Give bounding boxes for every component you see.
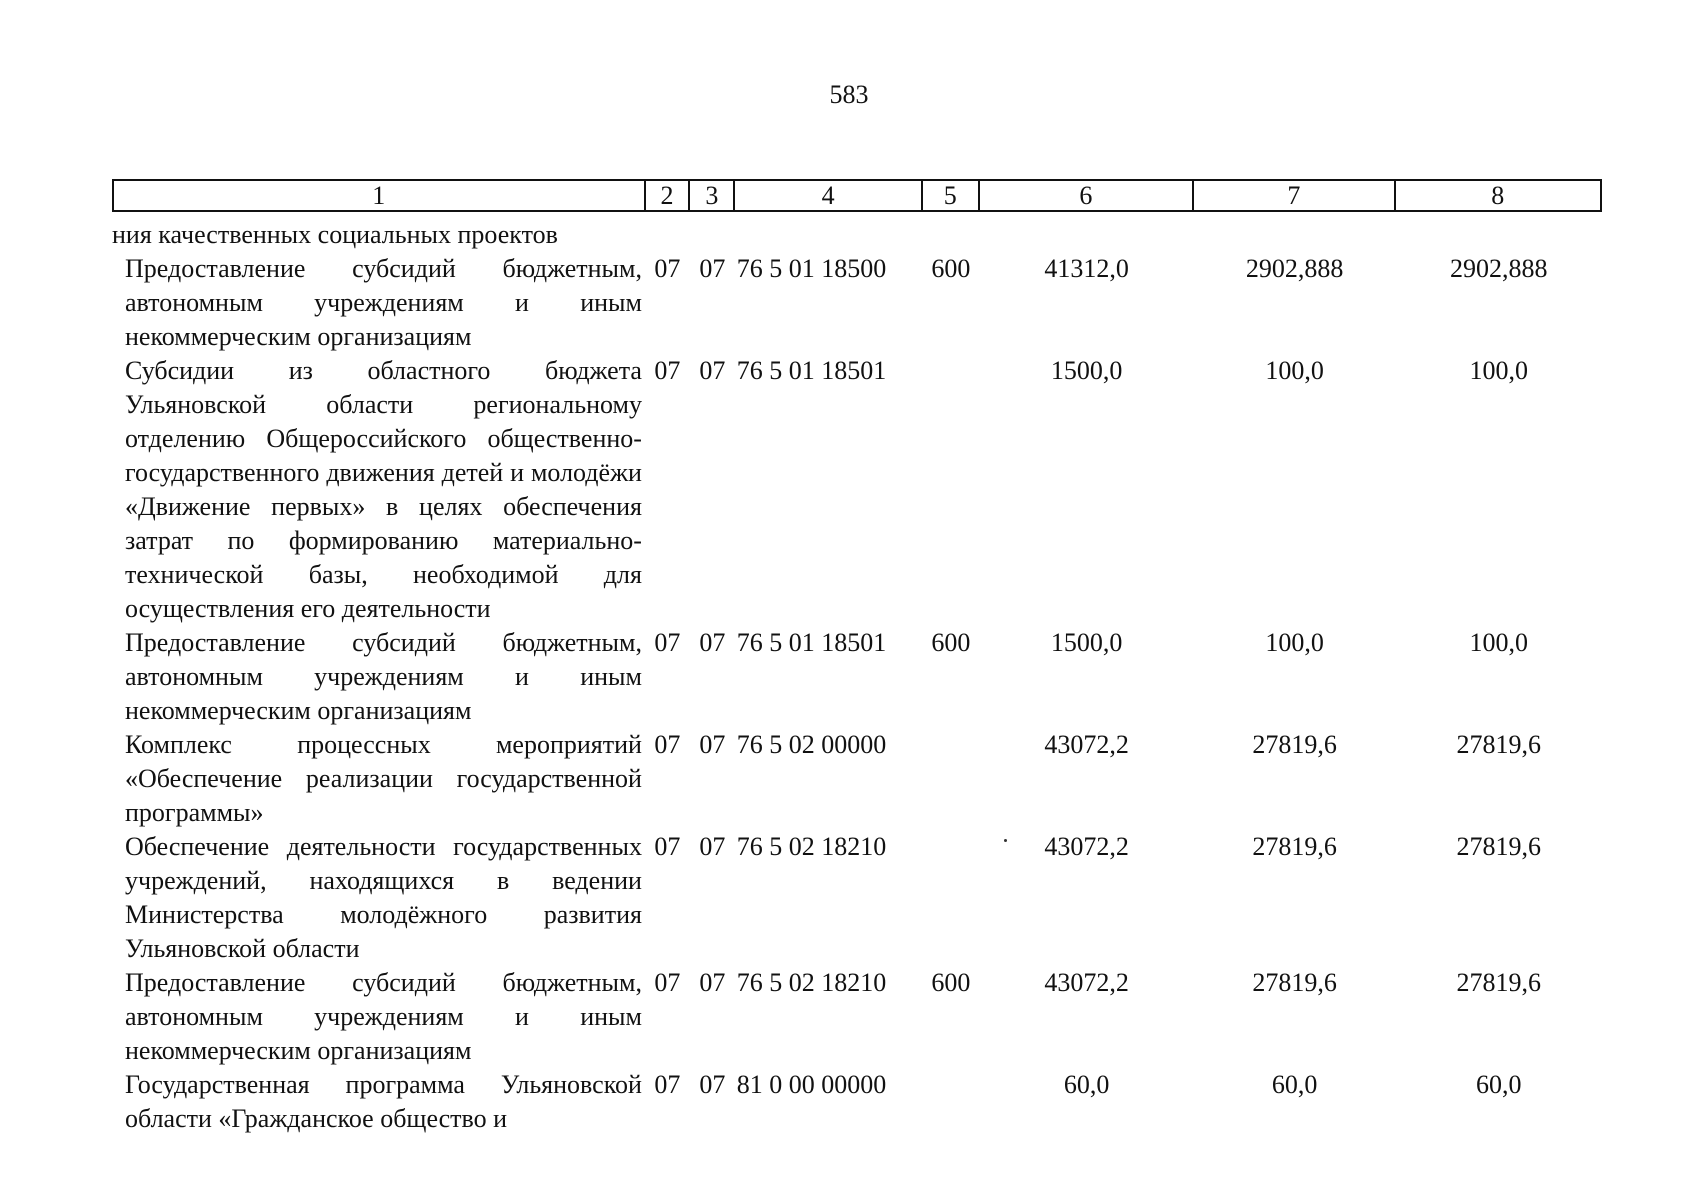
cell-col-7: 100,0 <box>1265 356 1324 385</box>
table-row <box>112 966 1602 1068</box>
table-row <box>112 728 1602 830</box>
cell-col-7: 27819,6 <box>1252 730 1337 759</box>
cell-col-3: 07 <box>699 356 726 385</box>
cell-col-3: 07 <box>699 968 726 997</box>
row-name: Государственная программа Ульяновской области «Гражданское общество и <box>125 1070 642 1133</box>
cell-col-4: 76 5 02 18210 <box>736 968 887 997</box>
cell-col-6: 43072,2 <box>1044 968 1129 997</box>
row-name: Предоставление субсидий бюджетным, автономным учреждениям и иным некоммерческим организациям <box>125 968 642 1065</box>
header-col-2: 2 <box>644 181 689 210</box>
cell-col-8: 100,0 <box>1469 628 1528 657</box>
row-name: Предоставление субсидий бюджетным, автономным учреждениям и иным некоммерческим организациям <box>125 628 642 725</box>
table-body <box>112 218 1602 1136</box>
row-name: Предоставление субсидий бюджетным, автономным учреждениям и иным некоммерческим организациям <box>125 254 642 351</box>
cell-col-3: 07 <box>699 730 726 759</box>
cell-col-2: 07 <box>654 968 681 997</box>
table-row <box>112 252 1602 354</box>
cell-col-6: 43072,2 <box>1044 832 1129 861</box>
cell-col-5: 600 <box>931 254 971 283</box>
cell-col-2: 07 <box>654 1070 681 1099</box>
continued-text: ния качественных социальных проектов <box>112 220 558 249</box>
cell-col-8: 100,0 <box>1469 356 1528 385</box>
table-row <box>112 1068 1602 1136</box>
cell-col-7: 27819,6 <box>1252 832 1337 861</box>
header-col-1: 1 <box>372 181 386 210</box>
cell-col-3: 07 <box>699 628 726 657</box>
cell-col-3: 07 <box>699 1070 726 1099</box>
row-name: Комплекс процессных мероприятий «Обеспечение реализации государственной программы» <box>125 730 642 827</box>
cell-col-4: 76 5 02 00000 <box>736 730 887 759</box>
cell-col-5: 600 <box>931 968 971 997</box>
cell-col-2: 07 <box>654 832 681 861</box>
page-number: 583 <box>829 80 869 109</box>
row-name: Обеспечение деятельности государственных учреждений, находящихся в ведении Министерства молодёжного развития Ульяновской области <box>125 832 642 963</box>
cell-col-6: 41312,0 <box>1044 254 1129 283</box>
cell-col-4: 76 5 01 18501 <box>736 356 887 385</box>
cell-col-6: 1500,0 <box>1050 356 1123 385</box>
cell-col-2: 07 <box>654 356 681 385</box>
cell-col-8: 2902,888 <box>1449 254 1548 283</box>
cell-col-2: 07 <box>654 628 681 657</box>
cell-col-7: 100,0 <box>1265 628 1324 657</box>
cell-col-8: 27819,6 <box>1456 968 1541 997</box>
cell-col-3: 07 <box>699 832 726 861</box>
header-col-3: 3 <box>688 181 733 210</box>
table-row <box>112 354 1602 626</box>
cell-col-6: 60,0 <box>1063 1070 1110 1099</box>
table-row <box>112 626 1602 728</box>
row-name: Субсидии из областного бюджета Ульяновской области региональному отделению Общероссийского общественно-государственного движения детей и молодёжи «Движение первых» в целях обеспечения затрат по формированию материально-технической базы, необходимой для осуществления его деятельности <box>125 356 642 623</box>
cell-col-7: 60,0 <box>1271 1070 1318 1099</box>
cell-col-4: 76 5 01 18500 <box>736 254 887 283</box>
cell-col-2: 07 <box>654 730 681 759</box>
cell-col-5: 600 <box>931 628 971 657</box>
header-col-8: 8 <box>1394 181 1600 210</box>
cell-col-4: 81 0 00 00000 <box>736 1070 887 1099</box>
header-col-5: 5 <box>921 181 978 210</box>
cell-col-6: 43072,2 <box>1044 730 1129 759</box>
cell-col-2: 07 <box>654 254 681 283</box>
header-col-7: 7 <box>1192 181 1393 210</box>
cell-col-4: 76 5 02 18210 <box>736 832 887 861</box>
cell-col-3: 07 <box>699 254 726 283</box>
cell-col-7: 27819,6 <box>1252 968 1337 997</box>
cell-col-8: 27819,6 <box>1456 730 1541 759</box>
cell-col-8: 27819,6 <box>1456 832 1541 861</box>
header-col-4: 4 <box>733 181 921 210</box>
cell-col-8: 60,0 <box>1475 1070 1522 1099</box>
table-header <box>112 179 1602 212</box>
cell-col-4: 76 5 01 18501 <box>736 628 887 657</box>
cell-col-6: 1500,0 <box>1050 628 1123 657</box>
cell-col-7: 2902,888 <box>1245 254 1344 283</box>
scan-speck <box>1004 839 1007 842</box>
table-row <box>112 830 1602 966</box>
header-col-6: 6 <box>978 181 1192 210</box>
